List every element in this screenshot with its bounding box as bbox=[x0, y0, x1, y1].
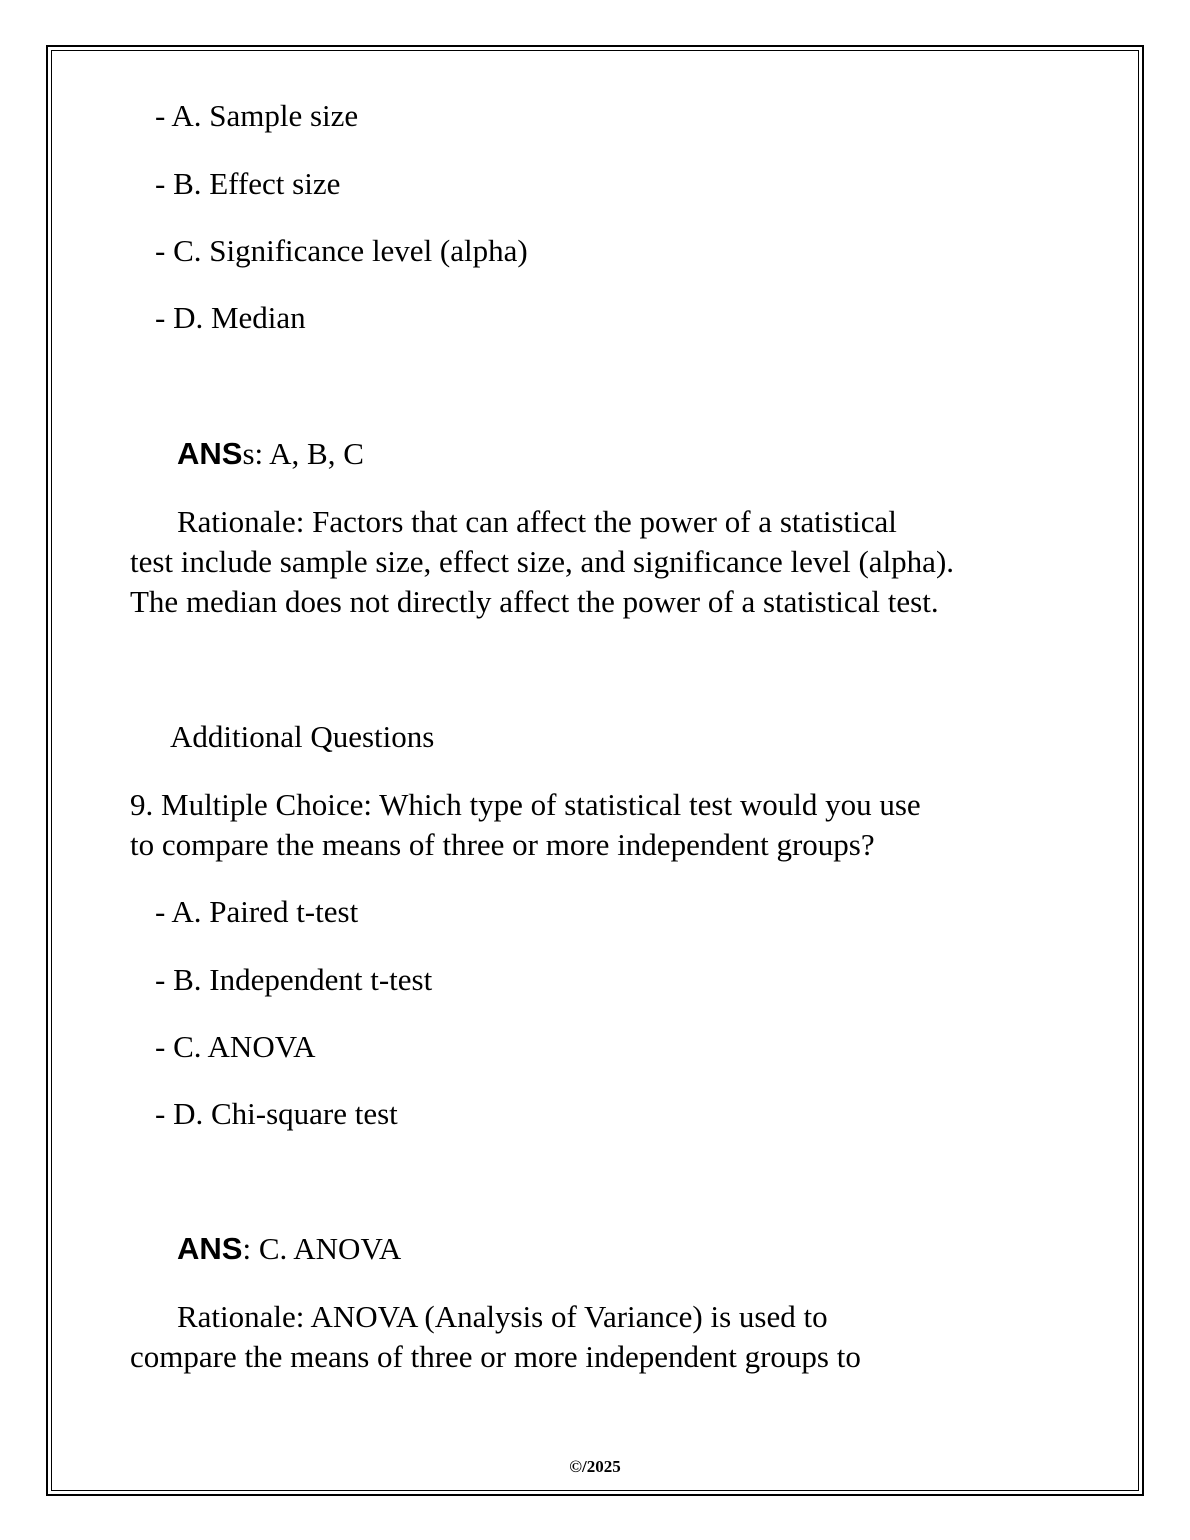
section-heading: Additional Questions bbox=[170, 719, 435, 754]
page-footer-copyright: ©/2025 bbox=[569, 1457, 621, 1476]
q9-answer bbox=[177, 1229, 401, 1269]
q8-answer bbox=[177, 434, 364, 474]
q9-rationale-line-1: Rationale: ANOVA (Analysis of Variance) is used to bbox=[177, 1299, 828, 1334]
q9-text-line-1: 9. Multiple Choice: Which type of statistical test would you use bbox=[130, 787, 921, 822]
q8-option-a: - A. Sample size bbox=[155, 98, 359, 133]
q9-rationale-line-2: compare the means of three or more independent groups to bbox=[130, 1339, 861, 1374]
q8-rationale-line-3: The median does not directly affect the power of a statistical test. bbox=[130, 584, 939, 619]
q9-answer-label: ANS bbox=[177, 1231, 243, 1266]
q8-answer-text: s: A, B, C bbox=[242, 436, 364, 471]
q8-option-b: - B. Effect size bbox=[155, 166, 341, 201]
q9-answer-text: : C. ANOVA bbox=[242, 1231, 402, 1266]
q8-answer-label: ANS bbox=[177, 436, 243, 471]
q9-option-a: - A. Paired t-test bbox=[155, 894, 359, 929]
q8-rationale-line-2: test include sample size, effect size, and significance level (alpha). bbox=[130, 544, 955, 579]
q9-option-b: - B. Independent t-test bbox=[155, 962, 433, 997]
q9-option-c: - C. ANOVA bbox=[155, 1029, 316, 1064]
q8-option-c: - C. Significance level (alpha) bbox=[155, 233, 528, 268]
q8-rationale-line-1: Rationale: Factors that can affect the power of a statistical bbox=[177, 504, 897, 539]
q8-option-d: - D. Median bbox=[155, 300, 306, 335]
q9-option-d: - D. Chi-square test bbox=[155, 1096, 398, 1131]
q9-text-line-2: to compare the means of three or more independent groups? bbox=[130, 827, 875, 862]
